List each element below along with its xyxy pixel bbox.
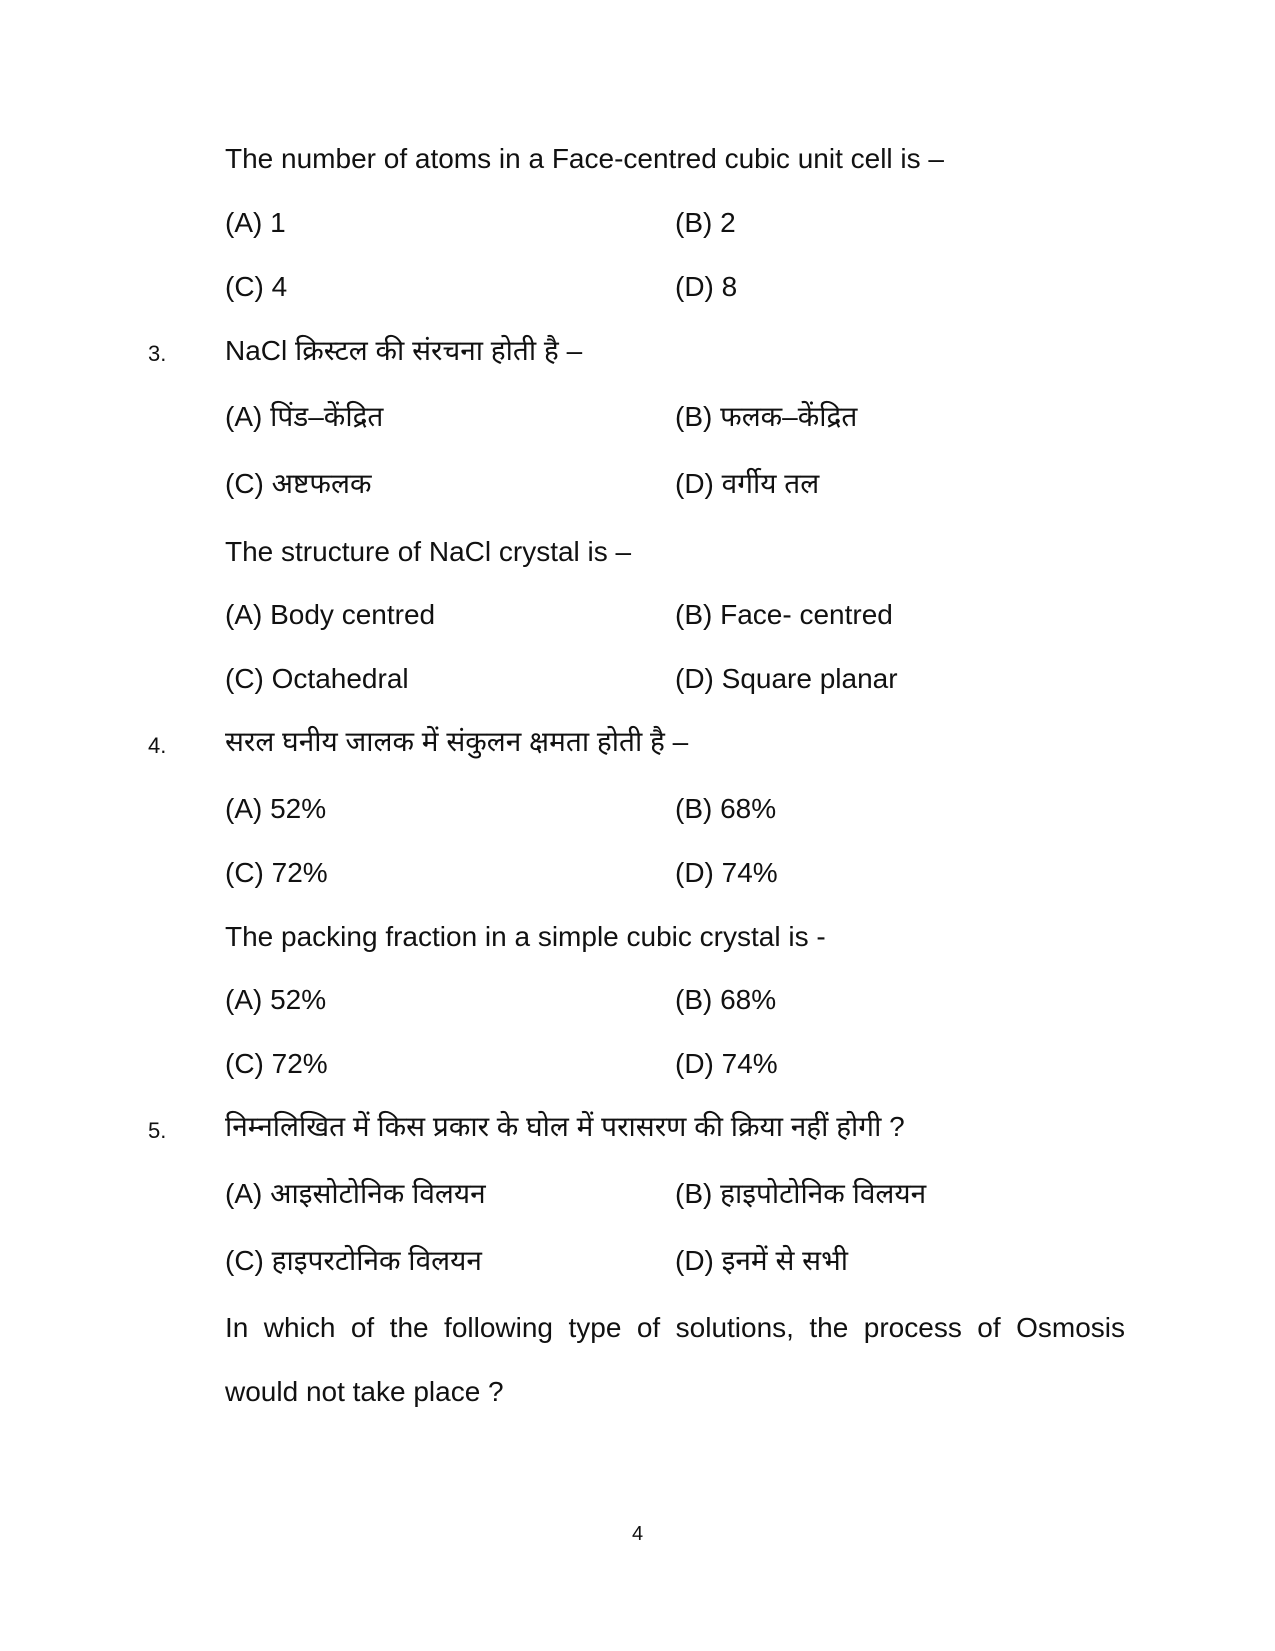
q3-en-option-b: (B) Face- centred (675, 599, 893, 630)
q5-en-stem-line1: In which of the following type of solutions, the process of Osmosis (225, 1312, 1125, 1343)
q4-hi-option-b: (B) 68% (675, 793, 777, 824)
q3-en-option-d: (D) Square planar (675, 663, 898, 694)
q2-en-option-b: (B) 2 (675, 207, 736, 238)
q4-en-option-a: (A) 52% (225, 984, 327, 1015)
page-number: 4 (631, 1523, 644, 1545)
q5-hi-option-d: (D) इनमें से सभी (675, 1245, 849, 1276)
q5-number: 5. (148, 1118, 167, 1143)
q3-en-stem: The structure of NaCl crystal is – (225, 536, 632, 567)
q5-hi-stem: निम्नलिखित में किस प्रकार के घोल में परासरण की क्रिया नहीं होगी ? (225, 1111, 905, 1142)
q3-en-option-a: (A) Body centred (225, 599, 436, 630)
q2-en-stem: The number of atoms in a Face-centred cubic unit cell is – (225, 143, 945, 174)
q5-hi-option-b: (B) हाइपोटोनिक विलयन (675, 1178, 927, 1209)
q4-hi-option-c: (C) 72% (225, 857, 328, 888)
q5-hi-option-a: (A) आइसोटोनिक विलयन (225, 1178, 486, 1209)
q3-hi-option-c: (C) अष्टफलक (225, 468, 372, 499)
q2-en-option-d: (D) 8 (675, 271, 738, 302)
q4-en-stem: The packing fraction in a simple cubic crystal is - (225, 921, 826, 952)
q3-en-option-c: (C) Octahedral (225, 663, 409, 694)
q4-hi-option-d: (D) 74% (675, 857, 778, 888)
q3-hi-option-d: (D) वर्गीय तल (675, 468, 820, 499)
q3-hi-option-a: (A) पिंड–केंद्रित (225, 401, 384, 432)
q2-en-option-a: (A) 1 (225, 207, 286, 238)
q4-en-option-d: (D) 74% (675, 1048, 778, 1079)
q2-en-option-c: (C) 4 (225, 271, 288, 302)
q4-hi-stem: सरल घनीय जालक में संकुलन क्षमता होती है – (225, 726, 689, 757)
q3-hi-option-b: (B) फलक–केंद्रित (675, 401, 858, 432)
q4-en-option-b: (B) 68% (675, 984, 777, 1015)
q5-hi-option-c: (C) हाइपरटोनिक विलयन (225, 1245, 482, 1276)
q3-number: 3. (148, 341, 167, 366)
q4-hi-option-a: (A) 52% (225, 793, 327, 824)
q4-en-option-c: (C) 72% (225, 1048, 328, 1079)
q3-hi-stem: NaCl क्रिस्टल की संरचना होती है – (225, 335, 583, 366)
q5-en-stem-line2: would not take place ? (225, 1376, 504, 1407)
q4-number: 4. (148, 733, 167, 758)
